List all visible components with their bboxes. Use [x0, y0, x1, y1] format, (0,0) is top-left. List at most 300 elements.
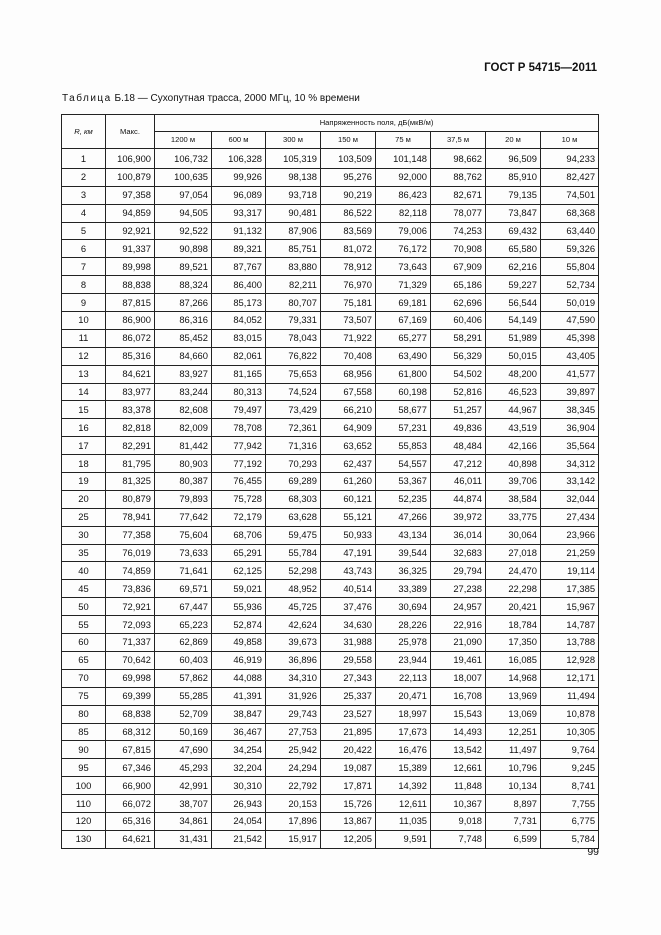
field-strength-cell: 20,422 [321, 741, 376, 759]
field-strength-cell: 6,775 [541, 812, 599, 830]
column-header-height: 75 м [376, 132, 431, 149]
field-strength-cell: 46,919 [212, 651, 266, 669]
field-strength-cell: 83,880 [266, 258, 321, 276]
field-strength-cell: 65,186 [431, 276, 486, 294]
table-row [62, 777, 599, 795]
field-strength-cell: 34,630 [321, 616, 376, 634]
max-value-cell: 81,325 [106, 473, 155, 491]
column-header-height: 20 м [486, 132, 541, 149]
max-value-cell: 76,019 [106, 544, 155, 562]
field-strength-cell: 85,751 [266, 240, 321, 258]
table-row [62, 490, 599, 508]
field-strength-cell: 80,313 [212, 383, 266, 401]
field-strength-cell: 82,671 [431, 186, 486, 204]
distance-cell: 20 [62, 490, 106, 508]
field-strength-cell: 90,898 [155, 240, 212, 258]
field-strength-cell: 27,018 [486, 544, 541, 562]
field-strength-cell: 39,544 [376, 544, 431, 562]
field-strength-cell: 72,179 [212, 508, 266, 526]
table-row [62, 544, 599, 562]
field-strength-cell: 13,069 [486, 705, 541, 723]
field-strength-cell: 74,501 [541, 186, 599, 204]
field-strength-cell: 36,904 [541, 419, 599, 437]
table-row [62, 149, 599, 169]
field-strength-cell: 47,690 [155, 741, 212, 759]
column-header-height: 300 м [266, 132, 321, 149]
field-strength-cell: 9,018 [431, 812, 486, 830]
field-strength-cell: 25,942 [266, 741, 321, 759]
field-strength-cell: 92,522 [155, 222, 212, 240]
field-strength-cell: 18,007 [431, 669, 486, 687]
field-strength-cell: 82,608 [155, 401, 212, 419]
field-strength-cell: 15,917 [266, 830, 321, 848]
distance-cell: 10 [62, 312, 106, 330]
field-strength-cell: 69,432 [486, 222, 541, 240]
field-strength-cell: 12,171 [541, 669, 599, 687]
field-strength-cell: 27,343 [321, 669, 376, 687]
field-strength-cell: 21,090 [431, 634, 486, 652]
field-strength-cell: 61,260 [321, 473, 376, 491]
column-header-max: Макс. [106, 115, 155, 149]
table-row [62, 294, 599, 312]
table-row [62, 240, 599, 258]
field-strength-cell: 90,481 [266, 204, 321, 222]
field-strength-cell: 36,467 [212, 723, 266, 741]
table-row [62, 204, 599, 222]
field-strength-cell: 38,707 [155, 795, 212, 813]
max-value-cell: 65,316 [106, 812, 155, 830]
field-strength-cell: 64,909 [321, 419, 376, 437]
field-strength-cell: 50,169 [155, 723, 212, 741]
field-strength-cell: 23,944 [376, 651, 431, 669]
table-row [62, 759, 599, 777]
field-strength-cell: 86,316 [155, 312, 212, 330]
field-strength-cell: 81,072 [321, 240, 376, 258]
field-strength-cell: 101,148 [376, 149, 431, 169]
distance-cell: 45 [62, 580, 106, 598]
distance-cell: 18 [62, 455, 106, 473]
field-strength-cell: 22,298 [486, 580, 541, 598]
field-strength-cell: 22,113 [376, 669, 431, 687]
field-strength-cell: 72,361 [266, 419, 321, 437]
field-strength-cell: 56,329 [431, 347, 486, 365]
field-strength-cell: 40,898 [486, 455, 541, 473]
field-strength-cell: 105,319 [266, 149, 321, 169]
field-strength-cell: 11,035 [376, 812, 431, 830]
field-strength-cell: 75,653 [266, 365, 321, 383]
distance-cell: 15 [62, 401, 106, 419]
field-strength-cell: 80,707 [266, 294, 321, 312]
field-strength-cell: 76,822 [266, 347, 321, 365]
field-strength-cell: 19,087 [321, 759, 376, 777]
distance-cell: 80 [62, 705, 106, 723]
distance-cell: 75 [62, 687, 106, 705]
field-strength-cell: 11,848 [431, 777, 486, 795]
field-strength-cell: 54,149 [486, 312, 541, 330]
field-strength-cell: 17,896 [266, 812, 321, 830]
field-strength-cell: 7,731 [486, 812, 541, 830]
field-strength-cell: 77,192 [212, 455, 266, 473]
field-strength-cell: 46,011 [431, 473, 486, 491]
table-row [62, 437, 599, 455]
table-body [62, 149, 599, 849]
field-strength-cell: 33,142 [541, 473, 599, 491]
field-strength-cell: 75,181 [321, 294, 376, 312]
field-strength-cell: 14,787 [541, 616, 599, 634]
field-strength-cell: 40,514 [321, 580, 376, 598]
field-strength-cell: 73,643 [376, 258, 431, 276]
field-strength-cell: 27,238 [431, 580, 486, 598]
field-strength-cell: 23,966 [541, 526, 599, 544]
field-strength-cell: 27,434 [541, 508, 599, 526]
table-row [62, 276, 599, 294]
field-strength-cell: 96,089 [212, 186, 266, 204]
field-strength-cell: 76,455 [212, 473, 266, 491]
table-row [62, 795, 599, 813]
field-strength-cell: 58,677 [376, 401, 431, 419]
field-strength-cell: 43,405 [541, 347, 599, 365]
field-strength-cell: 81,165 [212, 365, 266, 383]
field-strength-cell: 7,748 [431, 830, 486, 848]
table-row [62, 705, 599, 723]
table-row [62, 401, 599, 419]
field-strength-cell: 70,293 [266, 455, 321, 473]
field-strength-cell: 19,114 [541, 562, 599, 580]
max-value-cell: 72,921 [106, 598, 155, 616]
table-row [62, 687, 599, 705]
field-strength-cell: 76,970 [321, 276, 376, 294]
field-strength-cell: 42,166 [486, 437, 541, 455]
max-value-cell: 87,815 [106, 294, 155, 312]
field-strength-cell: 30,064 [486, 526, 541, 544]
table-row [62, 508, 599, 526]
max-value-cell: 64,621 [106, 830, 155, 848]
field-strength-cell: 83,244 [155, 383, 212, 401]
distance-cell: 3 [62, 186, 106, 204]
max-value-cell: 69,998 [106, 669, 155, 687]
field-strength-cell: 74,253 [431, 222, 486, 240]
table-row [62, 312, 599, 330]
field-strength-cell: 71,641 [155, 562, 212, 580]
max-value-cell: 100,879 [106, 168, 155, 186]
field-strength-cell: 62,437 [321, 455, 376, 473]
field-strength-cell: 91,132 [212, 222, 266, 240]
field-strength-cell: 93,317 [212, 204, 266, 222]
max-value-cell: 78,941 [106, 508, 155, 526]
field-strength-cell: 62,696 [431, 294, 486, 312]
field-strength-cell: 20,421 [486, 598, 541, 616]
table-row [62, 812, 599, 830]
field-strength-cell: 86,522 [321, 204, 376, 222]
field-strength-cell: 61,800 [376, 365, 431, 383]
field-strength-cell: 63,628 [266, 508, 321, 526]
distance-cell: 17 [62, 437, 106, 455]
column-header-height: 37,5 м [431, 132, 486, 149]
max-value-cell: 82,291 [106, 437, 155, 455]
field-strength-cell: 80,387 [155, 473, 212, 491]
max-value-cell: 94,859 [106, 204, 155, 222]
field-strength-cell: 8,897 [486, 795, 541, 813]
distance-cell: 40 [62, 562, 106, 580]
field-strength-cell: 36,014 [431, 526, 486, 544]
distance-cell: 120 [62, 812, 106, 830]
field-strength-cell: 34,310 [266, 669, 321, 687]
distance-cell: 60 [62, 634, 106, 652]
field-strength-cell: 52,816 [431, 383, 486, 401]
field-strength-cell: 26,943 [212, 795, 266, 813]
field-strength-cell: 82,009 [155, 419, 212, 437]
field-strength-cell: 68,368 [541, 204, 599, 222]
field-strength-cell: 9,591 [376, 830, 431, 848]
field-strength-cell: 30,310 [212, 777, 266, 795]
field-strength-cell: 78,077 [431, 204, 486, 222]
field-strength-cell: 17,350 [486, 634, 541, 652]
max-value-cell: 97,358 [106, 186, 155, 204]
field-strength-cell: 22,792 [266, 777, 321, 795]
field-strength-cell: 42,991 [155, 777, 212, 795]
field-strength-cell: 38,345 [541, 401, 599, 419]
max-value-cell: 69,399 [106, 687, 155, 705]
field-strength-cell: 10,134 [486, 777, 541, 795]
field-strength-cell: 39,706 [486, 473, 541, 491]
field-strength-cell: 15,389 [376, 759, 431, 777]
field-strength-cell: 97,054 [155, 186, 212, 204]
field-strength-cell: 53,367 [376, 473, 431, 491]
field-strength-cell: 37,476 [321, 598, 376, 616]
table-caption-title: Б.18 — Сухопутная трасса, 2000 МГц, 10 % времени [114, 93, 360, 104]
field-strength-cell: 17,385 [541, 580, 599, 598]
field-strength-cell: 60,121 [321, 490, 376, 508]
field-strength-cell: 6,599 [486, 830, 541, 848]
field-strength-cell: 8,741 [541, 777, 599, 795]
table-row [62, 580, 599, 598]
max-value-cell: 83,378 [106, 401, 155, 419]
column-header-distance: R, км [62, 115, 106, 149]
field-strength-cell: 52,709 [155, 705, 212, 723]
field-strength-cell: 52,874 [212, 616, 266, 634]
max-value-cell: 68,312 [106, 723, 155, 741]
max-value-cell: 66,072 [106, 795, 155, 813]
field-strength-cell: 60,403 [155, 651, 212, 669]
max-value-cell: 77,358 [106, 526, 155, 544]
field-strength-cell: 51,989 [486, 329, 541, 347]
distance-cell: 14 [62, 383, 106, 401]
field-strength-cell: 68,706 [212, 526, 266, 544]
field-strength-cell: 82,118 [376, 204, 431, 222]
field-strength-cell: 47,266 [376, 508, 431, 526]
max-value-cell: 83,977 [106, 383, 155, 401]
field-strength-cell: 87,906 [266, 222, 321, 240]
field-strength-cell: 15,726 [321, 795, 376, 813]
field-strength-cell: 55,804 [541, 258, 599, 276]
field-strength-cell: 14,493 [431, 723, 486, 741]
field-strength-cell: 99,926 [212, 168, 266, 186]
table-caption-label: Таблица [62, 93, 112, 104]
field-strength-cell: 103,509 [321, 149, 376, 169]
table-row [62, 258, 599, 276]
field-strength-cell: 73,633 [155, 544, 212, 562]
field-strength-cell: 12,205 [321, 830, 376, 848]
field-strength-cell: 17,871 [321, 777, 376, 795]
field-strength-cell: 54,557 [376, 455, 431, 473]
field-strength-cell: 39,897 [541, 383, 599, 401]
field-strength-cell: 14,968 [486, 669, 541, 687]
field-strength-cell: 100,635 [155, 168, 212, 186]
field-strength-cell: 58,291 [431, 329, 486, 347]
table-row [62, 419, 599, 437]
field-strength-cell: 65,277 [376, 329, 431, 347]
field-strength-cell: 34,861 [155, 812, 212, 830]
field-strength-cell: 86,400 [212, 276, 266, 294]
field-strength-cell: 77,942 [212, 437, 266, 455]
field-strength-cell: 20,471 [376, 687, 431, 705]
distance-cell: 95 [62, 759, 106, 777]
field-strength-cell: 63,490 [376, 347, 431, 365]
max-value-cell: 71,337 [106, 634, 155, 652]
field-strength-cell: 79,331 [266, 312, 321, 330]
distance-cell: 4 [62, 204, 106, 222]
field-strength-cell: 57,231 [376, 419, 431, 437]
field-strength-cell: 47,212 [431, 455, 486, 473]
distance-cell: 8 [62, 276, 106, 294]
field-strength-cell: 7,755 [541, 795, 599, 813]
distance-cell: 6 [62, 240, 106, 258]
field-strength-cell: 36,896 [266, 651, 321, 669]
distance-cell: 5 [62, 222, 106, 240]
column-group-header: Напряженность поля, дБ(мкВ/м) [155, 115, 599, 132]
field-strength-cell: 31,431 [155, 830, 212, 848]
table-row [62, 741, 599, 759]
max-value-cell: 91,337 [106, 240, 155, 258]
field-strength-cell: 63,652 [321, 437, 376, 455]
distance-cell: 100 [62, 777, 106, 795]
column-header-height: 10 м [541, 132, 599, 149]
field-strength-cell: 83,927 [155, 365, 212, 383]
field-strength-cell: 16,476 [376, 741, 431, 759]
field-strength-cell: 60,406 [431, 312, 486, 330]
column-header-height: 1200 м [155, 132, 212, 149]
max-value-cell: 86,072 [106, 329, 155, 347]
max-value-cell: 68,838 [106, 705, 155, 723]
field-strength-cell: 59,326 [541, 240, 599, 258]
max-value-cell: 89,998 [106, 258, 155, 276]
distance-cell: 50 [62, 598, 106, 616]
field-strength-cell: 85,910 [486, 168, 541, 186]
max-value-cell: 106,900 [106, 149, 155, 169]
table-row [62, 830, 599, 848]
field-strength-cell: 106,328 [212, 149, 266, 169]
table-row [62, 222, 599, 240]
field-strength-cell: 82,211 [266, 276, 321, 294]
field-strength-cell: 24,470 [486, 562, 541, 580]
field-strength-cell: 21,895 [321, 723, 376, 741]
field-strength-cell: 9,245 [541, 759, 599, 777]
field-strength-cell: 94,233 [541, 149, 599, 169]
field-strength-cell: 71,316 [266, 437, 321, 455]
field-strength-cell: 29,743 [266, 705, 321, 723]
field-strength-cell: 10,367 [431, 795, 486, 813]
field-strength-cell: 24,294 [266, 759, 321, 777]
field-strength-cell: 20,153 [266, 795, 321, 813]
field-strength-cell: 31,926 [266, 687, 321, 705]
field-strength-cell: 41,391 [212, 687, 266, 705]
field-strength-cell: 73,847 [486, 204, 541, 222]
field-strength-cell: 43,519 [486, 419, 541, 437]
field-strength-cell: 93,718 [266, 186, 321, 204]
max-value-cell: 72,093 [106, 616, 155, 634]
field-strength-cell: 68,956 [321, 365, 376, 383]
field-strength-cell: 43,743 [321, 562, 376, 580]
field-strength-cell: 18,784 [486, 616, 541, 634]
field-strength-cell: 62,125 [212, 562, 266, 580]
field-strength-cell: 44,874 [431, 490, 486, 508]
field-strength-cell: 48,200 [486, 365, 541, 383]
field-strength-cell: 80,903 [155, 455, 212, 473]
field-strength-cell: 86,423 [376, 186, 431, 204]
field-strength-cell: 16,708 [431, 687, 486, 705]
field-strength-cell: 45,293 [155, 759, 212, 777]
field-strength-cell: 88,762 [431, 168, 486, 186]
field-strength-cell: 45,725 [266, 598, 321, 616]
field-strength-cell: 79,006 [376, 222, 431, 240]
field-strength-cell: 10,305 [541, 723, 599, 741]
field-strength-cell: 34,254 [212, 741, 266, 759]
field-strength-cell: 89,521 [155, 258, 212, 276]
field-strength-cell: 21,542 [212, 830, 266, 848]
max-value-cell: 74,859 [106, 562, 155, 580]
field-strength-cell: 70,908 [431, 240, 486, 258]
field-strength-cell: 18,997 [376, 705, 431, 723]
field-strength-cell: 59,475 [266, 526, 321, 544]
distance-cell: 19 [62, 473, 106, 491]
field-strength-cell: 12,611 [376, 795, 431, 813]
column-header-height: 150 м [321, 132, 376, 149]
field-strength-cell: 59,227 [486, 276, 541, 294]
field-strength-cell: 62,869 [155, 634, 212, 652]
field-strength-cell: 46,523 [486, 383, 541, 401]
field-strength-cell: 55,784 [266, 544, 321, 562]
field-strength-cell: 78,708 [212, 419, 266, 437]
field-strength-cell: 50,019 [541, 294, 599, 312]
max-value-cell: 86,900 [106, 312, 155, 330]
field-strength-cell: 78,912 [321, 258, 376, 276]
field-strength-cell: 70,408 [321, 347, 376, 365]
field-strength-cell: 21,259 [541, 544, 599, 562]
field-strength-cell: 24,957 [431, 598, 486, 616]
table-caption [62, 93, 360, 104]
field-strength-cell: 38,584 [486, 490, 541, 508]
field-strength-cell: 35,564 [541, 437, 599, 455]
field-strength-cell: 98,138 [266, 168, 321, 186]
field-strength-cell: 55,285 [155, 687, 212, 705]
field-strength-cell: 52,298 [266, 562, 321, 580]
field-strength-cell: 65,223 [155, 616, 212, 634]
field-strength-cell: 77,642 [155, 508, 212, 526]
field-strength-cell: 14,392 [376, 777, 431, 795]
max-value-cell: 88,838 [106, 276, 155, 294]
field-strength-cell: 34,312 [541, 455, 599, 473]
field-strength-cell: 38,847 [212, 705, 266, 723]
max-value-cell: 80,879 [106, 490, 155, 508]
field-strength-cell: 83,015 [212, 329, 266, 347]
table-row [62, 723, 599, 741]
field-strength-cell: 69,181 [376, 294, 431, 312]
table-row [62, 634, 599, 652]
field-strength-cell: 75,728 [212, 490, 266, 508]
field-strength-cell: 96,509 [486, 149, 541, 169]
max-value-cell: 73,836 [106, 580, 155, 598]
field-strength-cell: 15,967 [541, 598, 599, 616]
